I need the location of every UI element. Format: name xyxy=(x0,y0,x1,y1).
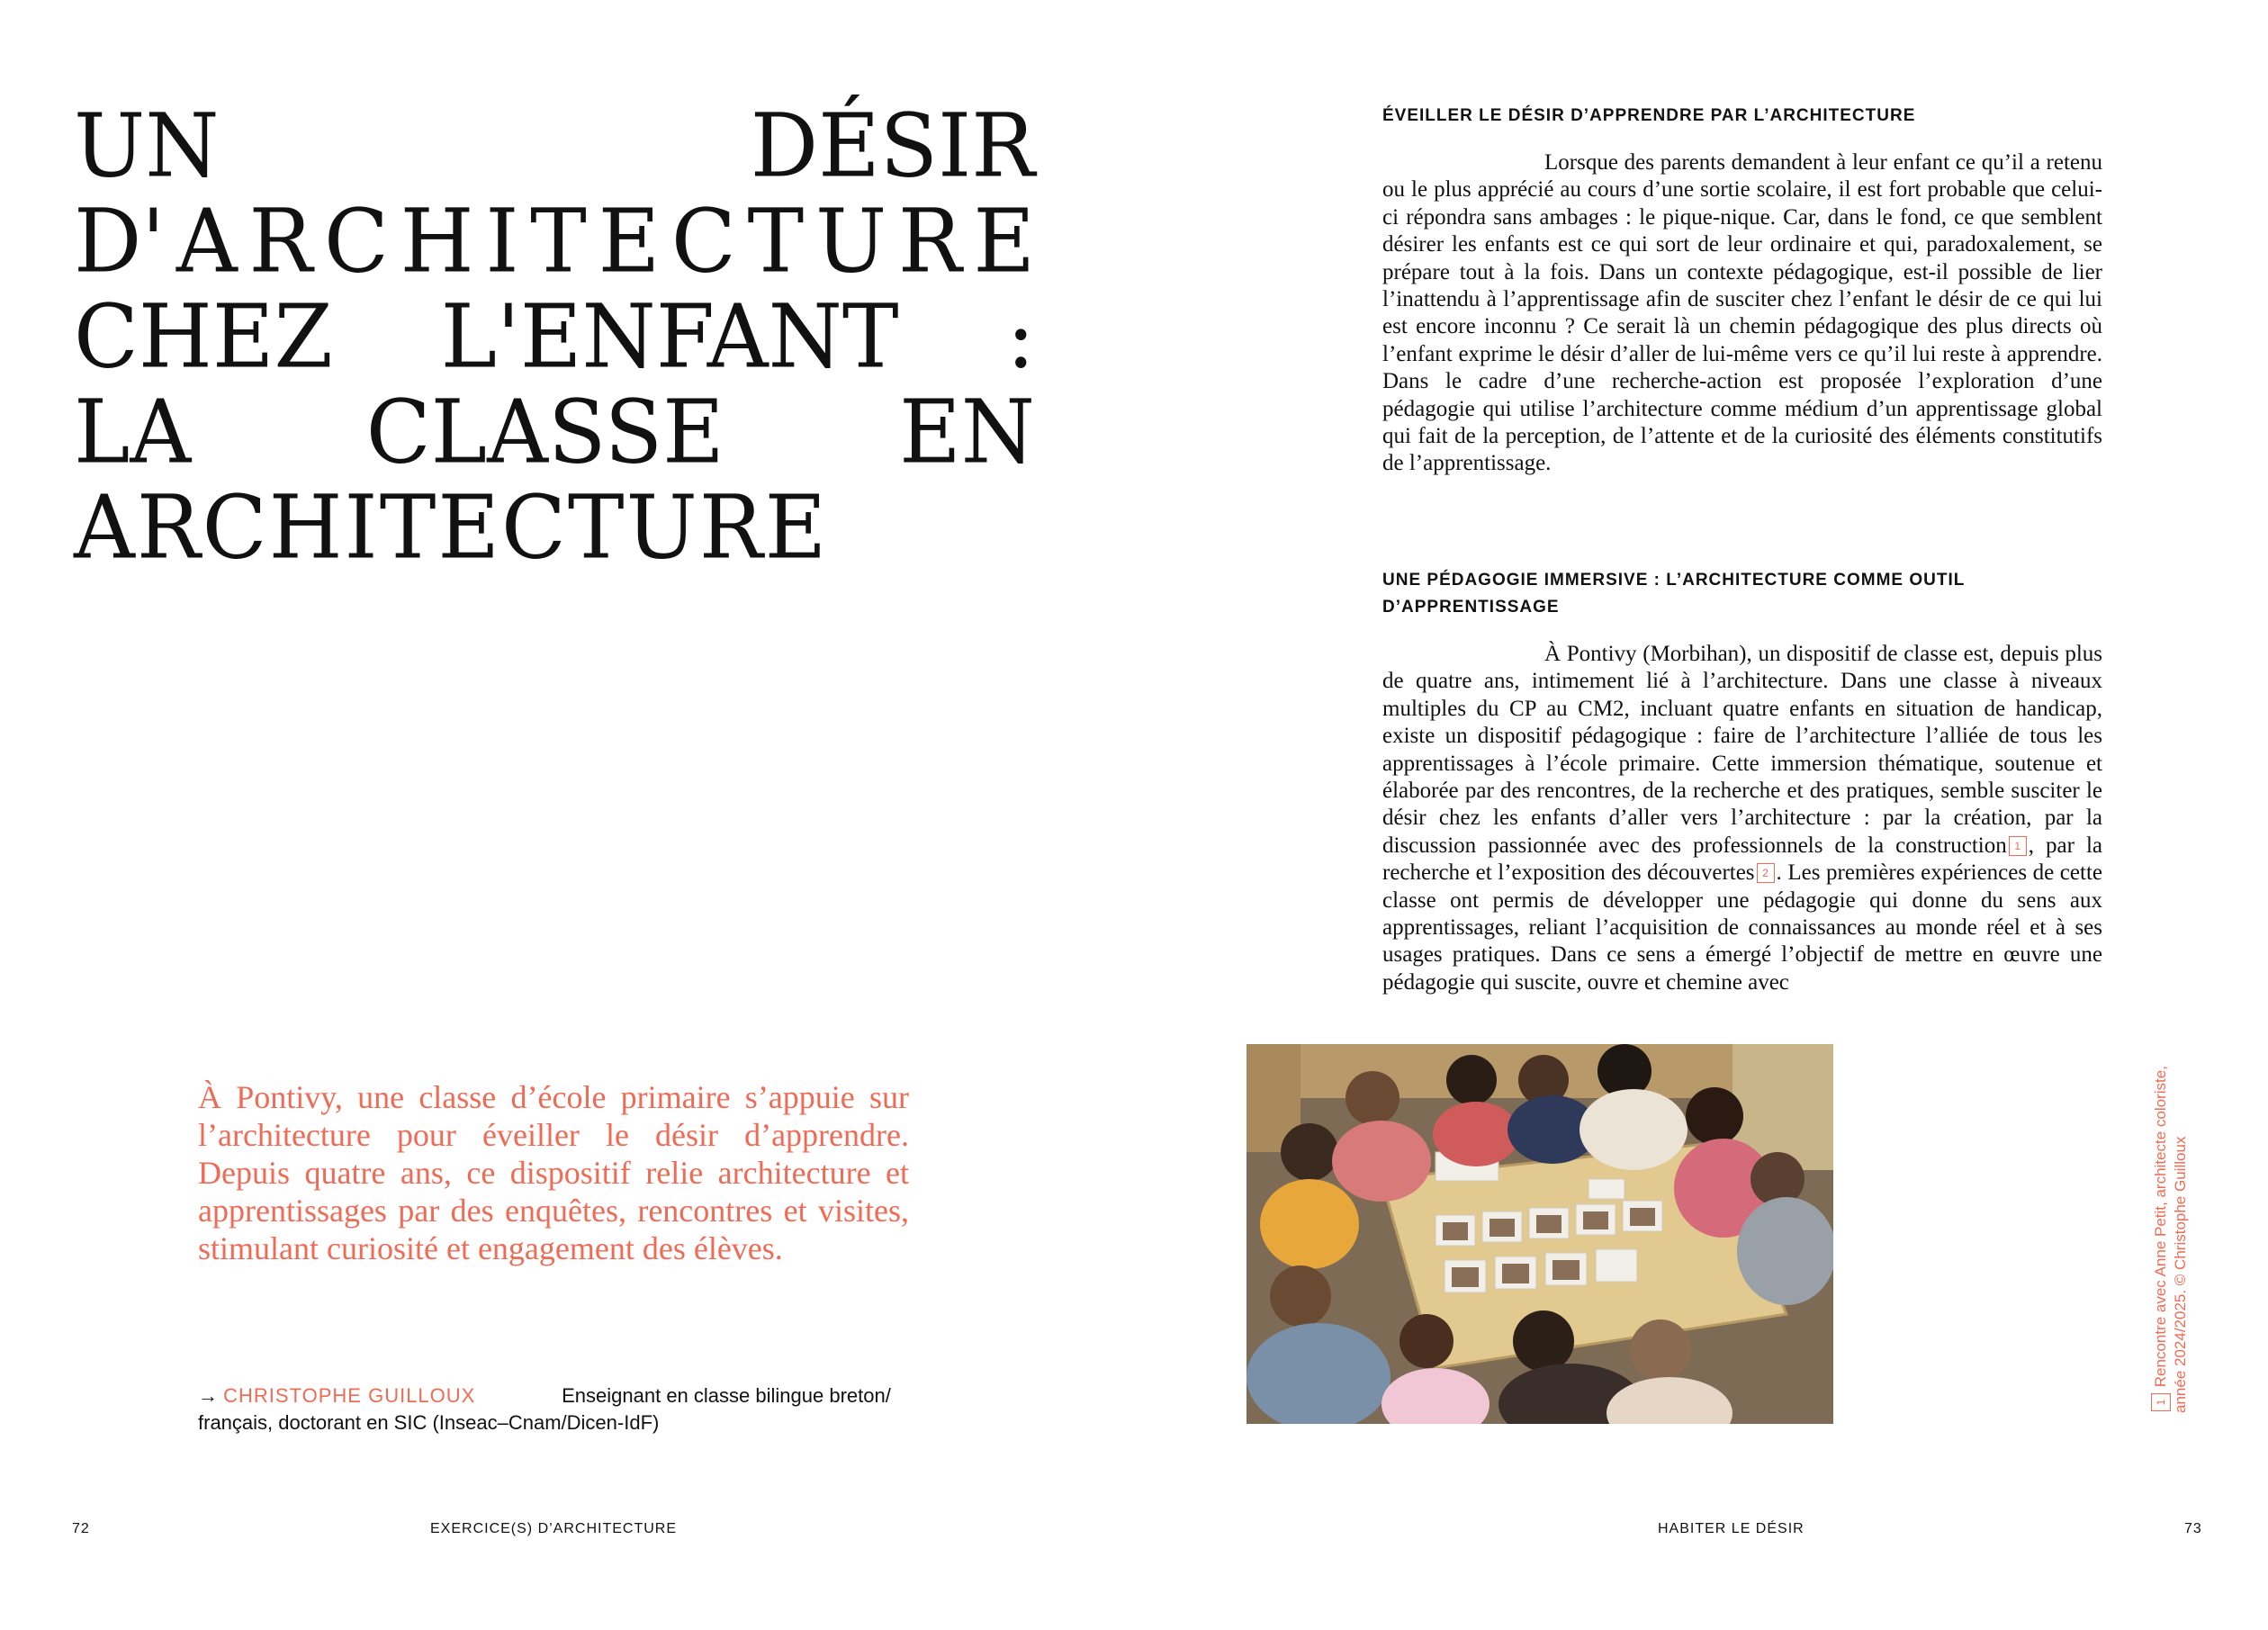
lede-paragraph: À Pontivy, une classe d’école primaire s’appuie sur l’architecture pour éveiller le désir d’apprendre. Depuis quatre ans, ce dispositif relie architecture et apprentissages par des enquêtes, rencontres et visites, stimulant curiosité et engagement des élèves. xyxy=(198,1079,909,1266)
title-word: C xyxy=(670,190,736,293)
title-word: R xyxy=(897,190,962,293)
section-2-heading: UNE PÉDAGOGIE IMMERSIVE : L’ARCHITECTURE COMME OUTIL D’APPRENTISSAGE xyxy=(1382,571,1966,617)
title-word: CHEZ xyxy=(74,285,333,389)
title-word: L'ENFANT xyxy=(440,285,899,389)
title-line-5 xyxy=(74,476,1035,580)
title-word: CLASSE xyxy=(365,381,724,484)
running-head-right: HABITER LE DÉSIR xyxy=(1658,1521,1804,1536)
title-word: U xyxy=(814,190,887,293)
classroom-photo-illustration xyxy=(1246,1044,1833,1424)
title-line-4 xyxy=(74,383,1035,482)
title-word: : xyxy=(1006,285,1035,389)
byline xyxy=(198,1382,909,1436)
title-word: ARCHITECTURE xyxy=(74,476,829,580)
section-2-text-c: . Les premières expériences de cette classe ont permis de développer une pédagogie qui donne du sens aux apprentissages, reliant l’acquisition de connaissances au monde réel et à ses usages pratiques. Dans ce sens a émergé l’objectif de mettre en œuvre une pédagogie qui suscite, ouvre et chemine avec xyxy=(1382,860,2102,995)
title-word: C xyxy=(324,190,389,293)
title-word: H xyxy=(400,190,474,293)
section-1-heading: ÉVEILLER LE DÉSIR D’APPRENDRE PAR L’ARCHITECTURE xyxy=(1382,106,1916,125)
author-role: Enseignant en classe bilingue breton/ français, doctorant en SIC (Inseac–Cnam/Dicen-IdF) xyxy=(198,1384,891,1434)
title-word: DÉSIR xyxy=(750,95,1035,198)
section-2 xyxy=(1382,567,2102,996)
photo-caption-text xyxy=(2151,1044,2191,1413)
section-2-paragraph xyxy=(1382,641,2102,996)
title-word: EN xyxy=(899,381,1035,484)
title-word: UN xyxy=(74,95,220,198)
section-1-text: Lorsque des parents demandent à leur enfant ce qu’il a retenu ou le plus apprécié au cours d’une sortie scolaire, il est fort probable que celui-ci répondra sans ambages : le pique-nique. Car, dans le fond, ce que semblent désirer les enfants est ce qui sort de leur ordinaire et qui, paradoxalement, se prépare tout à la fois. Dans un contexte pédagogique, est-il possible de lier l’inattendu à l’apprentissage afin de susciter chez l’enfant le désir de ce qui lui est encore inconnu ? Ce serait là un chemin pédagogique des plus directs où l’enfant exprime le désir d’aller de lui-même vers ce qu’il lui reste à apprendre. Dans le cadre d’une recherche-action est proposée l’exploration d’une pédagogie qui utilise l’architecture comme médium d’un apprentissage global qui fait de la perception, de l’attente et de la curiosité des éléments constitutifs de l’apprentissage. xyxy=(1382,150,2102,476)
page-number-left: 72 xyxy=(72,1521,90,1536)
classroom-photo xyxy=(1246,1044,1833,1424)
title-line-3 xyxy=(74,285,1035,389)
title-line-2 xyxy=(74,190,1035,293)
title-word: D' xyxy=(74,190,166,293)
title-word: LA xyxy=(74,381,192,484)
footnote-marker-2[interactable]: 2 xyxy=(1757,863,1775,883)
title-word: E xyxy=(598,190,661,293)
author-name: CHRISTOPHE GUILLOUX xyxy=(223,1384,476,1407)
title-word: E xyxy=(973,190,1035,293)
title-word: A xyxy=(176,190,238,293)
caption-marker: 1 xyxy=(2151,1393,2171,1411)
section-2-text-b: , par la recherche et l’exposition des découvertes xyxy=(1382,833,2102,886)
running-head-left: EXERCICE(S) D’ARCHITECTURE xyxy=(430,1521,678,1536)
arrow-right-icon: → xyxy=(198,1384,218,1407)
title-word: T xyxy=(747,190,805,293)
section-2-text-a: À Pontivy (Morbihan), un dispositif de classe est, depuis plus de quatre ans, intimement lié à l’architecture. Dans une classe à niveaux multiples du CP au CM2, incluant quatre enfants en situation de handicap, existe un dispositif pédagogique : faire de l’architecture l’alliée de tous les apprentissages à l’école primaire. Cette immersion thématique, soutenue et élaborée par des rencontres, de la recherche et des pratiques, semble susciter le désir chez les enfants d’aller vers l’architecture : par la création, par la discussion passionnée avec des professionnels de la construction xyxy=(1382,642,2102,858)
page-number-right: 73 xyxy=(2184,1521,2202,1536)
title-line-1 xyxy=(74,97,1035,196)
article-title xyxy=(74,95,1035,580)
title-word: I xyxy=(485,190,519,293)
section-1 xyxy=(1382,103,2102,478)
section-1-paragraph xyxy=(1382,149,2102,478)
title-word: T xyxy=(530,190,587,293)
footnote-marker-1[interactable]: 1 xyxy=(2009,836,2027,856)
photo-caption xyxy=(2151,1044,2214,1413)
caption-text: Rencontre avec Anne Petit, architecte coloriste, année 2024/2025. © Christophe Guilloux xyxy=(2152,1066,2189,1413)
title-word: R xyxy=(248,190,313,293)
